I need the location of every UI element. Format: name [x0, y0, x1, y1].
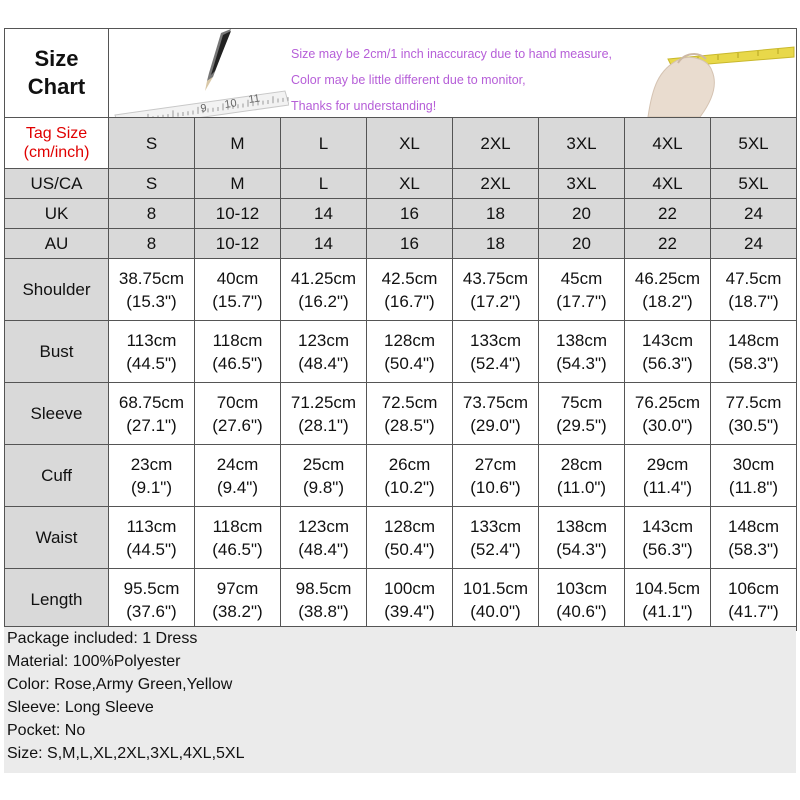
measurement-cm: 148cm	[727, 516, 780, 536]
measurement-cm: 95.5cm	[123, 578, 180, 598]
measurement-cell	[367, 259, 453, 321]
measurement-cm: 106cm	[727, 578, 780, 598]
measurement-inch: (58.3")	[728, 539, 779, 559]
conversion-cell: 16	[367, 229, 453, 259]
conversion-cell: 14	[281, 229, 367, 259]
measurement-cm: 118cm	[212, 516, 263, 536]
measurement-inch: (10.6")	[470, 477, 521, 497]
measurement-inch: (50.4")	[384, 353, 435, 373]
measurement-cell	[109, 259, 195, 321]
measurement-inch: (54.3")	[556, 353, 607, 373]
measurement-cm: 73.75cm	[462, 392, 529, 412]
measurement-inch: (58.3")	[728, 353, 779, 373]
size-header-xl: XL	[367, 118, 453, 169]
measurement-inch: (29.0")	[470, 415, 521, 435]
tag-size-label: Tag Size (cm/inch)	[5, 118, 109, 169]
conversion-cell: 14	[281, 199, 367, 229]
measurement-cell	[195, 445, 281, 507]
measurement-cell	[281, 507, 367, 569]
measurement-cell	[195, 259, 281, 321]
row-label: Bust	[5, 321, 109, 383]
conversion-cell: 24	[711, 229, 797, 259]
measurement-row	[5, 259, 797, 321]
measurement-cm: 43.75cm	[462, 268, 529, 288]
title-row	[5, 29, 797, 118]
measurement-inch: (30.5")	[728, 415, 779, 435]
measurement-cell	[367, 569, 453, 631]
measurement-inch: (27.1")	[126, 415, 177, 435]
conversion-cell: 18	[453, 229, 539, 259]
measurement-inch: (46.5")	[212, 539, 263, 559]
conversion-cell: 18	[453, 199, 539, 229]
measurement-cell	[453, 321, 539, 383]
measurement-cell	[367, 383, 453, 445]
conversion-cell: 22	[625, 199, 711, 229]
measurement-cm: 104.5cm	[634, 578, 701, 598]
conversion-row	[5, 229, 797, 259]
measurement-cell	[711, 383, 797, 445]
measurement-inch: (9.4")	[217, 477, 258, 497]
measurement-cell	[625, 321, 711, 383]
row-label: UK	[5, 199, 109, 229]
measurement-cm: 28cm	[560, 454, 603, 474]
info-package: Package included: 1 Dress	[7, 630, 198, 647]
measurement-cm: 143cm	[641, 516, 694, 536]
conversion-cell: 8	[109, 199, 195, 229]
size-header-3xl: 3XL	[539, 118, 625, 169]
measurement-cm: 148cm	[727, 330, 780, 350]
info-material: Material: 100%Polyester	[7, 653, 181, 670]
measurement-row	[5, 321, 797, 383]
measurement-cm: 27cm	[474, 454, 517, 474]
measurement-inch: (17.7")	[556, 291, 607, 311]
measurement-cell	[539, 259, 625, 321]
measurement-cm: 26cm	[388, 454, 431, 474]
measurement-cell	[195, 321, 281, 383]
measurement-cell	[711, 507, 797, 569]
size-chart-title: Size Chart	[5, 29, 109, 118]
measurement-row	[5, 569, 797, 631]
measurement-cell	[109, 445, 195, 507]
product-info	[4, 626, 796, 773]
measurement-cm: 100cm	[383, 578, 436, 598]
ruler-number: 10	[223, 97, 238, 111]
measurement-cell	[711, 569, 797, 631]
conversion-cell: S	[109, 169, 195, 199]
measurement-cm: 38.75cm	[118, 268, 185, 288]
measurement-cell	[711, 445, 797, 507]
measurement-cm: 41.25cm	[290, 268, 357, 288]
measurement-inch: (56.3")	[642, 353, 693, 373]
conversion-cell: 20	[539, 229, 625, 259]
measurement-inch: (56.3")	[642, 539, 693, 559]
conversion-cell: 24	[711, 199, 797, 229]
measurement-cell	[109, 569, 195, 631]
measurement-cm: 23cm	[130, 454, 173, 474]
row-label: Length	[5, 569, 109, 631]
size-chart-table	[4, 28, 797, 631]
measurement-inch: (18.2")	[642, 291, 693, 311]
measurement-cm: 138cm	[555, 330, 608, 350]
measurement-cell	[367, 507, 453, 569]
measurement-inch: (41.7")	[728, 601, 779, 621]
conversion-cell: 20	[539, 199, 625, 229]
conversion-cell: XL	[367, 169, 453, 199]
measurement-cm: 133cm	[469, 330, 522, 350]
measurement-cm: 72.5cm	[381, 392, 438, 412]
measurement-cell	[711, 259, 797, 321]
measurement-inch: (52.4")	[470, 539, 521, 559]
measurement-cell	[453, 259, 539, 321]
measurement-cell	[625, 445, 711, 507]
measurement-cell	[281, 321, 367, 383]
measurement-inch: (38.2")	[212, 601, 263, 621]
conversion-cell: L	[281, 169, 367, 199]
measurement-cm: 47.5cm	[725, 268, 782, 288]
measurement-cm: 103cm	[555, 578, 608, 598]
measurement-cell	[109, 321, 195, 383]
measurement-cell	[625, 259, 711, 321]
measurement-cm: 25cm	[302, 454, 345, 474]
measurement-cell	[453, 507, 539, 569]
measurement-cell	[539, 383, 625, 445]
row-label: Sleeve	[5, 383, 109, 445]
measurement-cell	[625, 569, 711, 631]
conversion-cell: 10-12	[195, 199, 281, 229]
info-sleeve: Sleeve: Long Sleeve	[7, 699, 154, 716]
measurement-inch: (50.4")	[384, 539, 435, 559]
measurement-row	[5, 507, 797, 569]
measurement-cm: 42.5cm	[381, 268, 438, 288]
measurement-cell	[281, 445, 367, 507]
measurement-cm: 77.5cm	[725, 392, 782, 412]
conversion-cell: 3XL	[539, 169, 625, 199]
measurement-cm: 24cm	[216, 454, 259, 474]
measurement-cell	[195, 569, 281, 631]
info-color: Color: Rose,Army Green,Yellow	[7, 676, 233, 693]
size-header-4xl: 4XL	[625, 118, 711, 169]
measurement-cm: 101.5cm	[462, 578, 529, 598]
measurement-cm: 128cm	[383, 330, 436, 350]
measurement-inch: (40.0")	[470, 601, 521, 621]
row-label: AU	[5, 229, 109, 259]
measurement-inch: (44.5")	[126, 353, 177, 373]
measurement-inch: (30.0")	[642, 415, 693, 435]
measurement-cm: 133cm	[469, 516, 522, 536]
measurement-inch: (41.1")	[642, 601, 693, 621]
measurement-inch: (38.8")	[298, 601, 349, 621]
conversion-cell: 8	[109, 229, 195, 259]
measurement-cell	[539, 507, 625, 569]
conversion-cell: 4XL	[625, 169, 711, 199]
measurement-cm: 97cm	[216, 578, 259, 598]
note-accuracy: Size may be 2cm/1 inch inaccuracy due to hand measure,	[291, 47, 613, 61]
measurement-cell	[195, 383, 281, 445]
measurement-inch: (11.8")	[728, 477, 779, 497]
measurement-cm: 46.25cm	[634, 268, 701, 288]
conversion-cell: M	[195, 169, 281, 199]
measurement-cm: 45cm	[560, 268, 603, 288]
measurement-cell	[281, 383, 367, 445]
measurement-cell	[109, 383, 195, 445]
size-header-2xl: 2XL	[453, 118, 539, 169]
measurement-cm: 123cm	[297, 330, 350, 350]
measurement-inch: (17.2")	[470, 291, 521, 311]
measurement-cm: 128cm	[383, 516, 436, 536]
measurement-cm: 68.75cm	[118, 392, 185, 412]
measurement-inch: (16.2")	[298, 291, 349, 311]
conversion-cell: 2XL	[453, 169, 539, 199]
size-header-l: L	[281, 118, 367, 169]
measurement-cell	[281, 259, 367, 321]
measurement-inch: (54.3")	[556, 539, 607, 559]
measurement-cm: 143cm	[641, 330, 694, 350]
measurement-cell	[625, 507, 711, 569]
measurement-cell	[625, 383, 711, 445]
note-thanks: Thanks for understanding!	[291, 99, 437, 113]
row-label: Waist	[5, 507, 109, 569]
measurement-inch: (52.4")	[470, 353, 521, 373]
measurement-inch: (27.6")	[212, 415, 263, 435]
note-color: Color may be little different due to monitor,	[291, 73, 526, 87]
measurement-cell	[281, 569, 367, 631]
measurement-inch: (28.5")	[384, 415, 435, 435]
measurement-inch: (11.4")	[642, 477, 693, 497]
measurement-banner	[109, 29, 797, 118]
measurement-cm: 113cm	[126, 516, 177, 536]
ruler-pencil-icon	[109, 29, 289, 117]
measurement-cm: 98.5cm	[295, 578, 352, 598]
measurement-inch: (15.3")	[126, 291, 177, 311]
measurement-cell	[539, 445, 625, 507]
hand-measuring-tape-icon	[628, 29, 796, 117]
measurement-inch: (15.7")	[212, 291, 263, 311]
size-header-5xl: 5XL	[711, 118, 797, 169]
measurement-cm: 75cm	[560, 392, 603, 412]
size-header-m: M	[195, 118, 281, 169]
measurement-cm: 40cm	[216, 268, 259, 288]
measurement-inch: (10.2")	[384, 477, 435, 497]
measurement-cm: 30cm	[732, 454, 775, 474]
conversion-row	[5, 199, 797, 229]
row-label: Cuff	[5, 445, 109, 507]
measurement-cell	[367, 321, 453, 383]
measurement-cell	[539, 321, 625, 383]
measurement-cell	[539, 569, 625, 631]
measurement-cm: 138cm	[555, 516, 608, 536]
row-label: Shoulder	[5, 259, 109, 321]
measurement-cell	[453, 445, 539, 507]
measurement-cell	[711, 321, 797, 383]
measurement-inch: (37.6")	[126, 601, 177, 621]
measurement-cm: 29cm	[646, 454, 689, 474]
measurement-inch: (18.7")	[728, 291, 779, 311]
measurement-cm: 76.25cm	[634, 392, 701, 412]
ruler-number: 11	[247, 92, 261, 106]
measurement-inch: (48.4")	[298, 353, 349, 373]
measurement-cm: 123cm	[297, 516, 350, 536]
conversion-cell: 10-12	[195, 229, 281, 259]
measurement-inch: (11.0")	[556, 477, 607, 497]
measurement-row	[5, 445, 797, 507]
conversion-cell: 16	[367, 199, 453, 229]
ruler-number: 9	[199, 102, 208, 115]
conversion-cell: 5XL	[711, 169, 797, 199]
measurement-inch: (29.5")	[556, 415, 607, 435]
tag-size-row	[5, 118, 797, 169]
measurement-inch: (28.1")	[298, 415, 349, 435]
measurement-inch: (9.8")	[303, 477, 344, 497]
measurement-cm: 113cm	[126, 330, 177, 350]
measurement-inch: (48.4")	[298, 539, 349, 559]
info-size: Size: S,M,L,XL,2XL,3XL,4XL,5XL	[7, 745, 245, 762]
measurement-inch: (46.5")	[212, 353, 263, 373]
measurement-inch: (40.6")	[556, 601, 607, 621]
measurement-inch: (44.5")	[126, 539, 177, 559]
measurement-cell	[195, 507, 281, 569]
measurement-cell	[109, 507, 195, 569]
info-pocket: Pocket: No	[7, 722, 86, 739]
measurement-row	[5, 383, 797, 445]
measurement-cell	[453, 569, 539, 631]
measurement-cell	[367, 445, 453, 507]
measurement-cm: 70cm	[216, 392, 259, 412]
conversion-row	[5, 169, 797, 199]
measurement-cell	[453, 383, 539, 445]
measurement-inch: (16.7")	[384, 291, 435, 311]
measurement-inch: (9.1")	[131, 477, 172, 497]
size-header-s: S	[109, 118, 195, 169]
measurement-cm: 71.25cm	[290, 392, 357, 412]
measurement-inch: (39.4")	[384, 601, 435, 621]
row-label: US/CA	[5, 169, 109, 199]
measurement-cm: 118cm	[212, 330, 263, 350]
conversion-cell: 22	[625, 229, 711, 259]
